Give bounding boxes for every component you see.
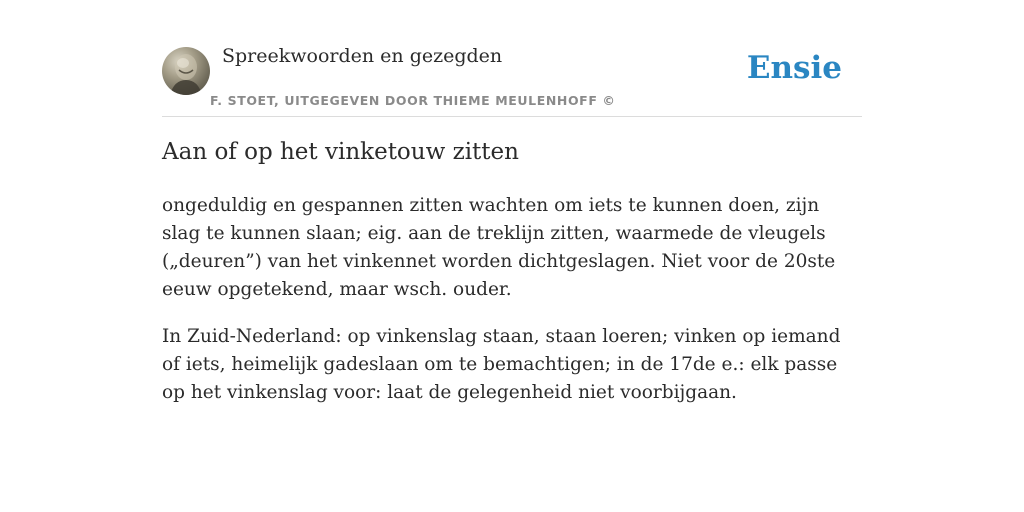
source-title[interactable]: Spreekwoorden en gezegden <box>222 45 503 67</box>
definition-paragraph: ongeduldig en gespannen zitten wachten om iets te kunnen doen, zijn slag te kunnen slaan; eig. aan de treklijn zitten, waarmede de vleugels („deuren”) van het vinkennet worden dichtgeslagen. Niet voor de 20ste eeuw opgetekend, maar wsch. ouder. <box>162 195 836 300</box>
avatar[interactable] <box>162 47 210 95</box>
entry-title: Aan of op het vinketouw zitten <box>162 139 519 165</box>
source-header <box>162 40 862 117</box>
definition-paragraph: In Zuid-Nederland: op vinkenslag staan, staan loeren; vinken op iemand of iets, heimelijk gadeslaan om te bemachtigen; in de 17de e.: elk passe op het vinkenslag voor: laat de gelegenheid niet voorbijgaan. <box>162 326 841 403</box>
source-credit: F. STOET, UITGEGEVEN DOOR THIEME MEULENHOFF © <box>210 93 616 108</box>
author-portrait-icon <box>162 47 210 95</box>
ensie-logo[interactable]: Ensie <box>746 50 842 86</box>
